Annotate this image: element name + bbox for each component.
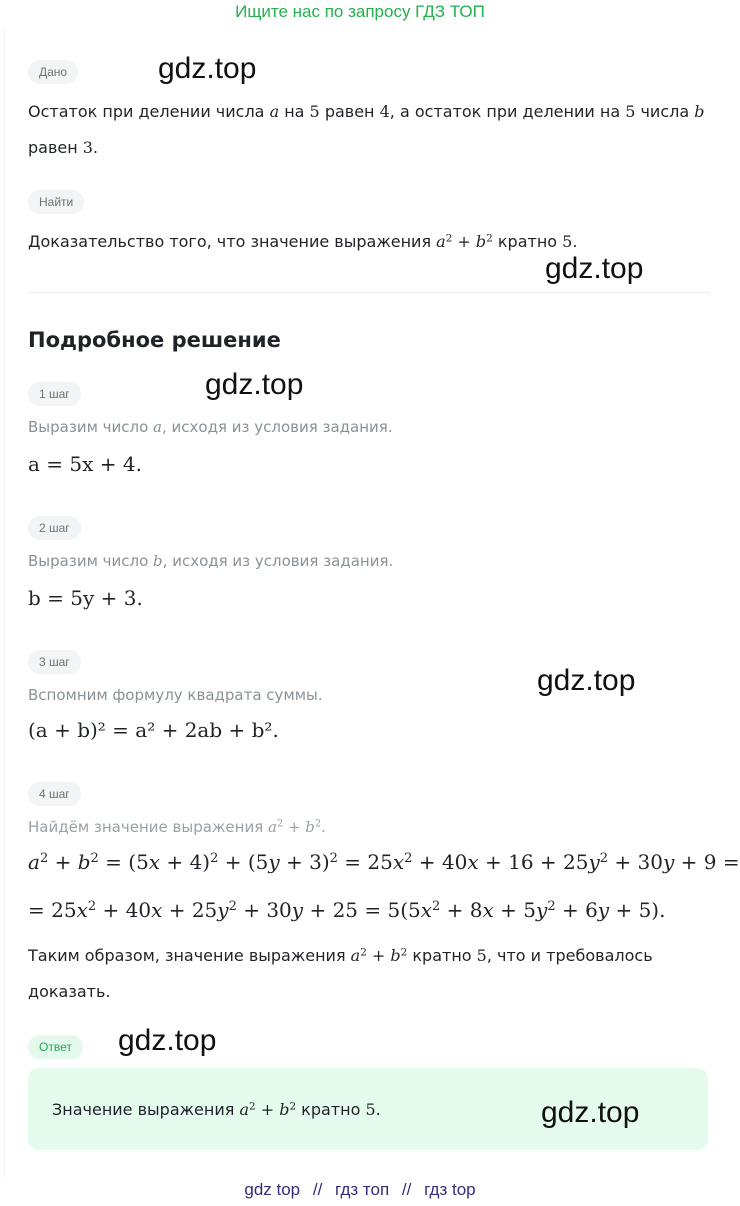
step-4-formula-line1: $a^2 + b^2 = (5x + 4)^2 + (5y + 3)^2 = 25x^2 + 40x + 16 + 25y^2 + 30y + 9$ = xyxy=(28,850,740,874)
footer-separator: // xyxy=(312,1180,323,1199)
footer-link[interactable]: гдз топ xyxy=(335,1180,390,1199)
step-3-hint: Вспомним формулу квадрата суммы. xyxy=(28,686,323,704)
find-text: Доказательство того, что значение выражения $a^2 + b^2$ кратно 5. xyxy=(28,232,578,251)
watermark: gdz.top xyxy=(158,52,257,85)
divider xyxy=(28,292,710,293)
step-4-label: 4 шаг xyxy=(28,782,81,806)
watermark: gdz.top xyxy=(545,252,644,285)
given-text-line1: Остаток при делении числа a на 5 равен 4, а остаток при делении на 5 числа b xyxy=(28,102,705,121)
step-2-label: 2 шаг xyxy=(28,516,81,540)
step-2-hint: Выразим число b, исходя из условия задания. xyxy=(28,552,394,570)
footer-links xyxy=(0,1180,720,1200)
answer-label: Ответ xyxy=(28,1035,83,1059)
answer-text: Значение выражения $a^2 + b^2$ кратно 5. xyxy=(52,1100,381,1119)
watermark: gdz.top xyxy=(541,1096,640,1129)
watermark: gdz.top xyxy=(118,1024,217,1057)
step-1-label: 1 шаг xyxy=(28,382,81,406)
top-banner: Ищите нас по запросу ГДЗ ТОП xyxy=(235,2,485,21)
given-text-line2: равен 3. xyxy=(28,138,99,157)
footer-link[interactable]: gdz top xyxy=(244,1180,301,1199)
step-1-formula: a = 5x + 4. xyxy=(28,452,142,476)
step-1-hint: Выразим число a, исходя из условия задания. xyxy=(28,418,393,436)
conclusion-line2: доказать. xyxy=(28,982,111,1001)
footer-link[interactable]: гдз top xyxy=(424,1180,476,1199)
watermark: gdz.top xyxy=(537,664,636,697)
solution-title: Подробное решение xyxy=(28,328,281,352)
step-3-formula: (a + b)² = a² + 2ab + b². xyxy=(28,718,279,742)
step-3-label: 3 шаг xyxy=(28,650,81,674)
conclusion-line1: Таким образом, значение выражения $a^2 + b^2$ кратно 5, что и требовалось xyxy=(28,946,653,965)
step-4-formula-line2: = $25x^2 + 40x + 25y^2 + 30y + 25 = 5(5x^2 + 8x + 5y^2 + 6y + 5)$. xyxy=(28,898,666,922)
footer-separator: // xyxy=(401,1180,412,1199)
watermark: gdz.top xyxy=(205,368,304,401)
step-2-formula: b = 5y + 3. xyxy=(28,586,143,610)
step-4-hint: Найдём значение выражения $a^2 + b^2$. xyxy=(28,818,326,836)
given-label: Дано xyxy=(28,60,78,84)
find-label: Найти xyxy=(28,190,84,214)
